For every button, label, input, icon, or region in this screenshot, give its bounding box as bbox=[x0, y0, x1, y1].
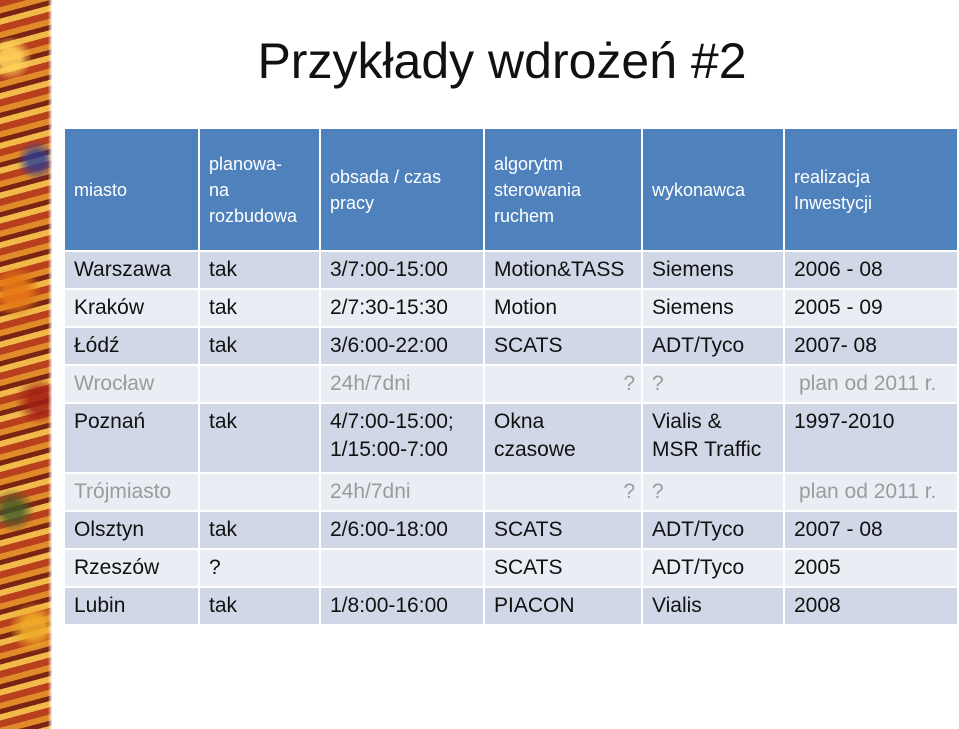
table-cell: Motion&TASS bbox=[484, 251, 642, 289]
table-cell: 4/7:00-15:00; 1/15:00-7:00 bbox=[320, 403, 484, 473]
table-cell: SCATS bbox=[484, 549, 642, 587]
table-cell: Kraków bbox=[64, 289, 199, 327]
table-header-row bbox=[64, 128, 958, 251]
table-cell: 2/7:30-15:30 bbox=[320, 289, 484, 327]
table-cell: tak bbox=[199, 327, 320, 365]
table-row bbox=[64, 403, 958, 473]
header-label: algorytm sterowania ruchem bbox=[494, 153, 582, 226]
table-cell: 1997-2010 bbox=[784, 403, 958, 473]
table-cell: 2006 - 08 bbox=[784, 251, 958, 289]
header-label: realizacja Inwestycji bbox=[794, 166, 873, 213]
table-cell: 3/7:00-15:00 bbox=[320, 251, 484, 289]
table-row bbox=[64, 327, 958, 365]
table-cell: 2005 bbox=[784, 549, 958, 587]
table-row bbox=[64, 587, 958, 625]
table-row bbox=[64, 473, 958, 511]
table-row bbox=[64, 549, 958, 587]
table-cell: Warszawa bbox=[64, 251, 199, 289]
table-row bbox=[64, 511, 958, 549]
table-cell bbox=[320, 549, 484, 587]
table-cell: tak bbox=[199, 289, 320, 327]
header-realizacja bbox=[784, 128, 958, 251]
table-cell: Łódź bbox=[64, 327, 199, 365]
table-cell: Rzeszów bbox=[64, 549, 199, 587]
table-cell: 2008 bbox=[784, 587, 958, 625]
table-cell: Motion bbox=[484, 289, 642, 327]
table-cell: ADT/Tyco bbox=[642, 511, 784, 549]
table-cell: Okna czasowe bbox=[484, 403, 642, 473]
table-cell: 2007 - 08 bbox=[784, 511, 958, 549]
table-cell: 1/8:00-16:00 bbox=[320, 587, 484, 625]
table-cell bbox=[199, 365, 320, 403]
table-row bbox=[64, 289, 958, 327]
header-label: planowa- na rozbudowa bbox=[209, 153, 298, 226]
table-cell: ? bbox=[484, 473, 642, 511]
header-obsada-czas-pracy bbox=[320, 128, 484, 251]
table-cell: ? bbox=[642, 365, 784, 403]
table-cell: 24h/7dni bbox=[320, 473, 484, 511]
slide-title: Przykłady wdrożeń #2 bbox=[257, 33, 747, 89]
table-cell: Wrocław bbox=[64, 365, 199, 403]
header-label: obsada / czas pracy bbox=[330, 166, 442, 213]
header-planowana-rozbudowa bbox=[199, 128, 320, 251]
header-algorytm bbox=[484, 128, 642, 251]
table-cell: plan od 2011 r. bbox=[784, 365, 958, 403]
header-miasto bbox=[64, 128, 199, 251]
table-cell: Vialis bbox=[642, 587, 784, 625]
table-cell: Lubin bbox=[64, 587, 199, 625]
header-label: miasto bbox=[74, 179, 128, 200]
table-cell: Poznań bbox=[64, 403, 199, 473]
table-cell: Siemens bbox=[642, 251, 784, 289]
table-cell: PIACON bbox=[484, 587, 642, 625]
table-cell: 3/6:00-22:00 bbox=[320, 327, 484, 365]
table-cell: tak bbox=[199, 511, 320, 549]
table-cell: tak bbox=[199, 587, 320, 625]
table-row bbox=[64, 251, 958, 289]
table-cell: 2007- 08 bbox=[784, 327, 958, 365]
table-cell: 24h/7dni bbox=[320, 365, 484, 403]
decorative-side-strip bbox=[0, 0, 52, 729]
table-cell: ADT/Tyco bbox=[642, 327, 784, 365]
table-cell: Vialis & MSR Traffic bbox=[642, 403, 784, 473]
header-wykonawca bbox=[642, 128, 784, 251]
table-cell: ADT/Tyco bbox=[642, 549, 784, 587]
table-cell: Olsztyn bbox=[64, 511, 199, 549]
table-cell: 2/6:00-18:00 bbox=[320, 511, 484, 549]
table-row bbox=[64, 365, 958, 403]
table-cell: SCATS bbox=[484, 327, 642, 365]
table-cell: SCATS bbox=[484, 511, 642, 549]
table-cell: tak bbox=[199, 251, 320, 289]
table-cell bbox=[199, 473, 320, 511]
table-cell: ? bbox=[642, 473, 784, 511]
table-cell: tak bbox=[199, 403, 320, 473]
deployments-table bbox=[63, 127, 959, 626]
table-cell: ? bbox=[484, 365, 642, 403]
table-cell: Siemens bbox=[642, 289, 784, 327]
table-cell: Trójmiasto bbox=[64, 473, 199, 511]
header-label: wykonawca bbox=[652, 179, 746, 200]
table-cell: plan od 2011 r. bbox=[784, 473, 958, 511]
table-cell: ? bbox=[199, 549, 320, 587]
table-cell: 2005 - 09 bbox=[784, 289, 958, 327]
